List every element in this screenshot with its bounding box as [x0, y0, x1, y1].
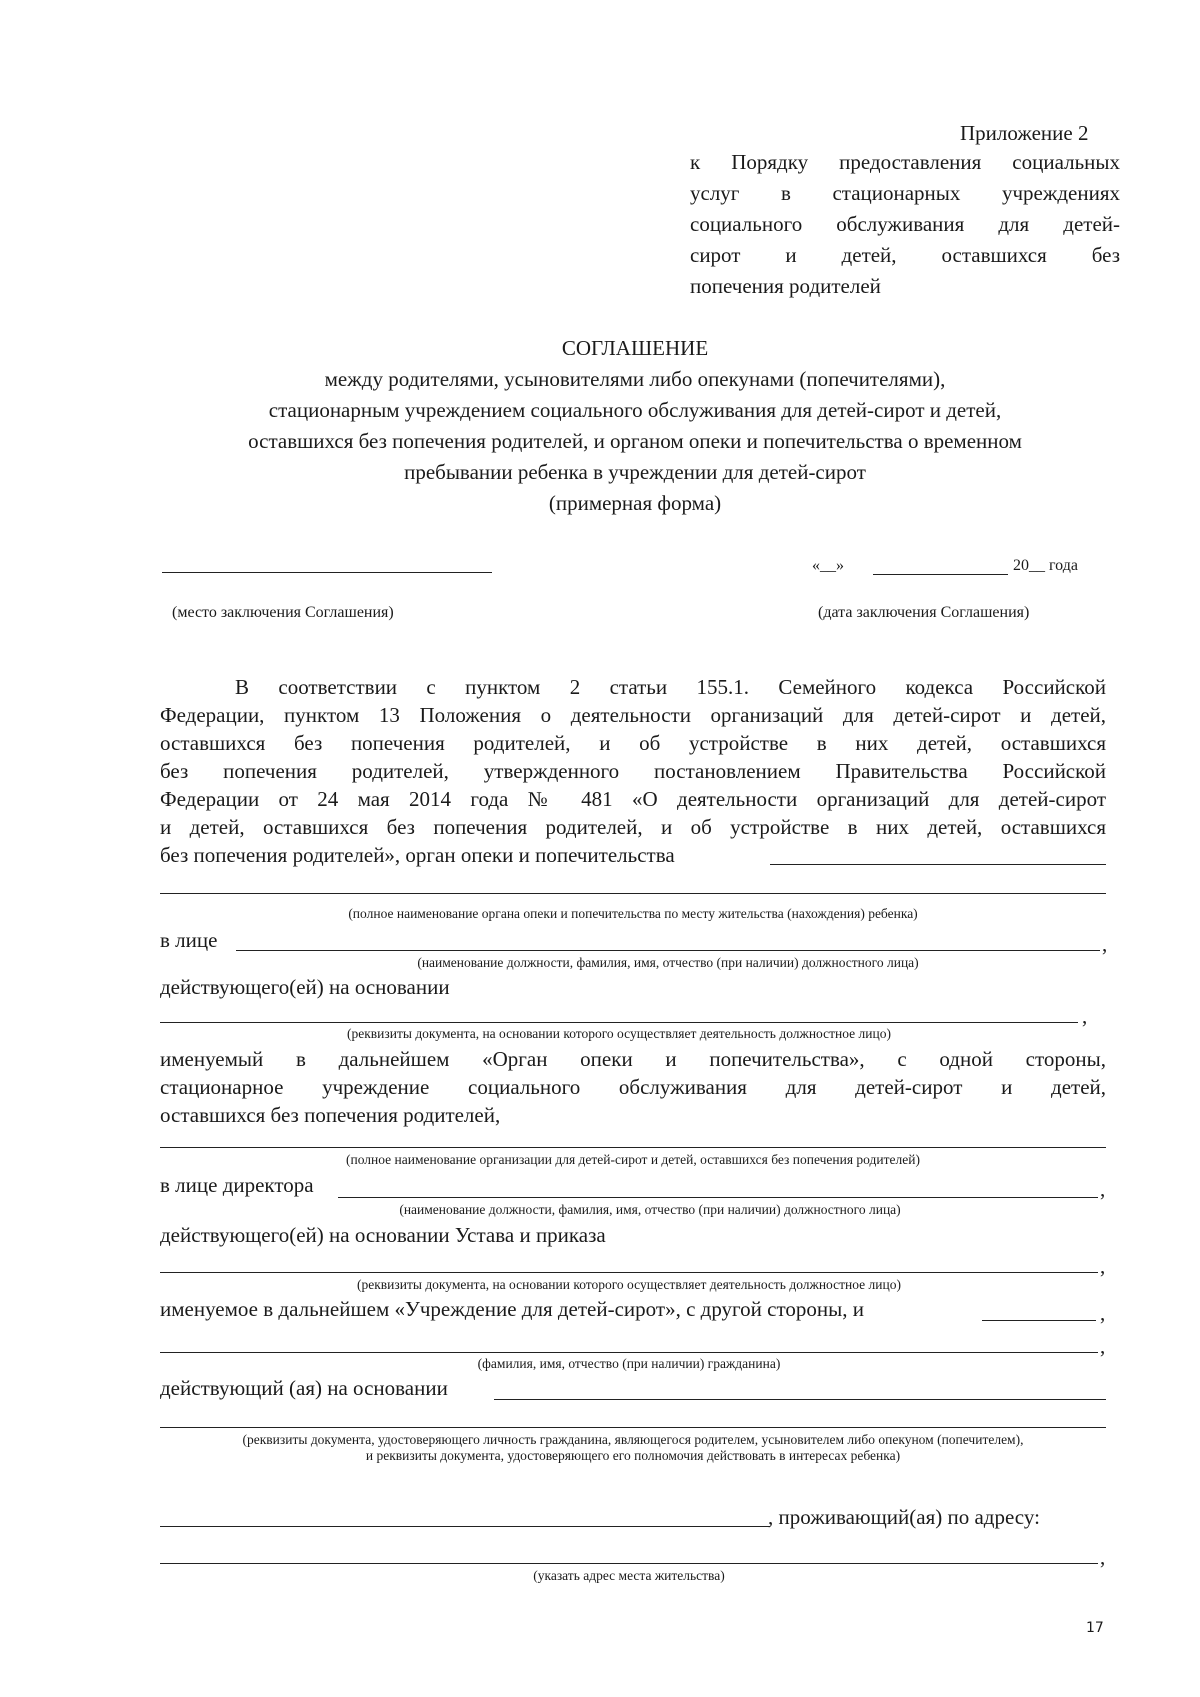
comma: ,: [1100, 1177, 1106, 1201]
charter-doc-caption: (реквизиты документа, на основании которого осуществляет деятельность должностное лицо): [357, 1277, 901, 1292]
charter-label: действующего(ей) на основании Устава и приказа: [160, 1223, 606, 1247]
director-field[interactable]: [338, 1197, 1098, 1198]
preamble-line: без попечения родителей», орган опеки и попечительства: [160, 843, 675, 867]
institution-name-field[interactable]: [160, 1147, 1106, 1148]
appendix-title: Приложение 2: [960, 121, 1089, 145]
named-line: оставшихся без попечения родителей,: [160, 1103, 501, 1127]
acting-on-label: действующего(ей) на основании: [160, 975, 450, 999]
comma: ,: [1100, 1545, 1106, 1569]
date-caption: (дата заключения Соглашения): [818, 604, 1030, 621]
charter-doc-field[interactable]: [160, 1272, 1098, 1273]
place-caption: (место заключения Соглашения): [172, 604, 394, 621]
address-field[interactable]: [160, 1563, 1098, 1564]
appendix-line: социального обслуживания для детей-: [690, 212, 1120, 236]
appendix-line: к Порядку предоставления социальных: [690, 150, 1120, 174]
named-line: стационарное учреждение социального обслуживания для детей-сирот и детей,: [160, 1075, 1106, 1099]
heading-line: пребывании ребенка в учреждении для детей-сирот: [404, 460, 866, 484]
citizen-doc-field[interactable]: [160, 1427, 1106, 1428]
address-caption: (указать адрес места жительства): [533, 1568, 725, 1583]
citizen-doc-caption-1: (реквизиты документа, удостоверяющего личность гражданина, являющегося родителем, усыновителем либо опекуном (попечителем),: [242, 1432, 1024, 1447]
place-field[interactable]: [162, 572, 492, 573]
basis-doc-field[interactable]: [160, 1022, 1078, 1023]
citizen-doc-caption-2: и реквизиты документа, удостоверяющего его полномочия действовать в интересах ребенка): [365, 1448, 901, 1463]
citizen-extra-field[interactable]: [160, 1526, 770, 1527]
date-month-field[interactable]: [873, 574, 1008, 575]
citizen-caption: (фамилия, имя, отчество (при наличии) гражданина): [477, 1356, 781, 1371]
heading-line: стационарным учреждением социального обслуживания для детей-сирот и детей,: [268, 398, 1002, 422]
date-day[interactable]: «__»: [812, 557, 844, 574]
residing-label: , проживающий(ая) по адресу:: [768, 1505, 1040, 1529]
heading-block: [150, 333, 1120, 519]
document-title: СОГЛАШЕНИЕ: [561, 336, 709, 360]
institution-caption: (полное наименование организации для детей-сирот и детей, оставшихся без попечения родителей): [346, 1152, 920, 1167]
appendix-line: услуг в стационарных учреждениях: [690, 181, 1120, 205]
citizen-acting-label: действующий (ая) на основании: [160, 1376, 448, 1400]
official-caption: (наименование должности, фамилия, имя, отчество (при наличии) должностного лица): [417, 955, 919, 970]
named-line: именуемый в дальнейшем «Орган опеки и попечительства», с одной стороны,: [160, 1047, 1106, 1071]
citizen-name-field[interactable]: [160, 1352, 1098, 1353]
date-year[interactable]: 20__ года: [1013, 557, 1078, 574]
preamble-line: Федерации, пунктом 13 Положения о деятельности организаций для детей-сирот и детей,: [160, 703, 1106, 727]
preamble-line: Федерации от 24 мая 2014 года № 481 «О деятельности организаций для детей-сирот: [160, 787, 1106, 811]
preamble: [160, 673, 1106, 869]
official-field[interactable]: [236, 950, 1100, 951]
comma: ,: [1102, 932, 1108, 956]
comma: ,: [1100, 1334, 1106, 1358]
organ-full-name-field[interactable]: [160, 893, 1106, 894]
citizen-basis-field[interactable]: [494, 1399, 1106, 1400]
comma: ,: [1100, 1254, 1106, 1278]
appendix-block: [690, 147, 1120, 302]
preamble-line: оставшихся без попечения родителей, и об устройстве в них детей, оставшихся: [160, 731, 1106, 755]
institution-named: именуемое в дальнейшем «Учреждение для детей-сирот», с другой стороны, и: [160, 1297, 864, 1321]
appendix-line: попечения родителей: [690, 274, 881, 298]
director-label: в лице директора: [160, 1173, 314, 1197]
citizen-short-field[interactable]: [982, 1320, 1096, 1321]
organ-caption: (полное наименование органа опеки и попечительства по месту жительства (нахождения) ребенка): [348, 906, 918, 921]
organ-name-field[interactable]: [770, 864, 1106, 865]
heading-line: (примерная форма): [548, 491, 722, 515]
named-block: [160, 1045, 1106, 1129]
page-number: 17: [1086, 1620, 1104, 1636]
basis-doc-caption: (реквизиты документа, на основании которого осуществляет деятельность должностное лицо): [347, 1026, 891, 1041]
in-person-label: в лице: [160, 928, 218, 952]
heading-line: оставшихся без попечения родителей, и органом опеки и попечительства о временном: [248, 429, 1022, 453]
heading-line: между родителями, усыновителями либо опекунами (попечителями),: [324, 367, 946, 391]
comma: ,: [1082, 1004, 1088, 1028]
preamble-line: без попечения родителей, утвержденного постановлением Правительства Российской: [160, 759, 1106, 783]
director-caption: (наименование должности, фамилия, имя, отчество (при наличии) должностного лица): [399, 1202, 901, 1217]
preamble-line: и детей, оставшихся без попечения родителей, и об устройстве в них детей, оставшихся: [160, 815, 1106, 839]
preamble-line: В соответствии с пунктом 2 статьи 155.1. Семейного кодекса Российской: [235, 675, 1106, 699]
comma: ,: [1100, 1301, 1106, 1325]
appendix-line: сирот и детей, оставшихся без: [690, 243, 1120, 267]
